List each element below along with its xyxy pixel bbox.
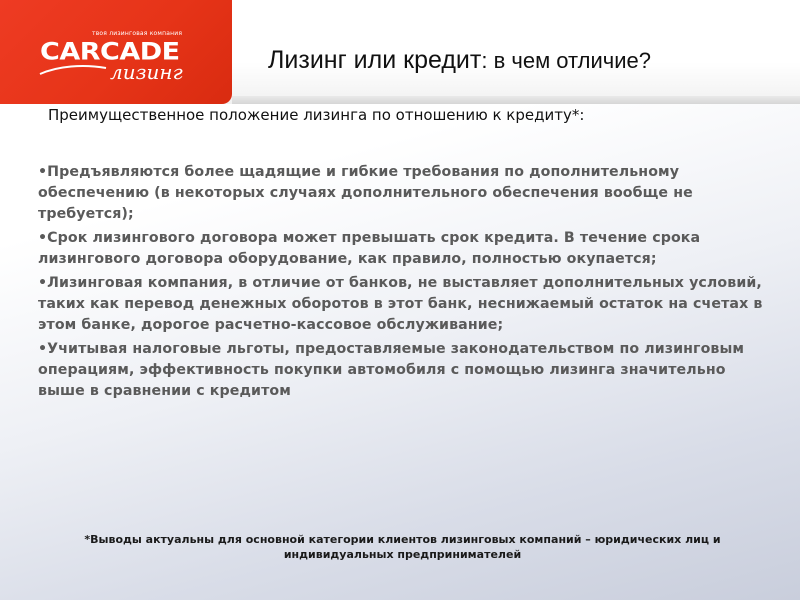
list-item: •Учитывая налоговые льготы, предоставляемые законодательством по лизинговым операциям, эффективность покупки автомобиля с помощью лизинга значительно выше в сравнении с кредитом	[38, 341, 745, 399]
list-item: •Предъявляются более щадящие и гибкие требования по дополнительному обеспечению (в некоторых случаях дополнительного обеспечения вообще не требуется);	[38, 164, 693, 222]
header-divider	[232, 96, 800, 104]
list-item: •Лизинговая компания, в отличие от банков, не выставляет дополнительных условий, таких как перевод денежных оборотов в этот банк, неснижаемый остаток на счетах в этом банке, дорогое расчетно-кассовое обслуживание;	[38, 275, 763, 333]
brand-logo	[0, 0, 232, 104]
page-title	[268, 46, 651, 75]
page-title-main: Лизинг или кредит	[268, 46, 482, 74]
logo-tagline: твоя лизинговая компания	[92, 30, 183, 37]
logo-swoosh-icon	[38, 62, 108, 78]
advantages-list	[38, 162, 773, 405]
logo-wordmark: CARCADE	[40, 38, 180, 66]
list-item: •Срок лизингового договора может превышать срок кредита. В течение срока лизингового договора оборудование, как правило, полностью окупается;	[38, 230, 701, 267]
page-title-rest: : в чем отличие?	[481, 48, 651, 73]
section-subtitle: Преимущественное положение лизинга по отношению к кредиту*:	[48, 106, 585, 124]
logo-subtitle: лизинг	[110, 60, 183, 84]
footnote: *Выводы актуальны для основной категории клиентов лизинговых компаний – юридических лиц и индивидуальных предпринимателей	[84, 533, 721, 561]
